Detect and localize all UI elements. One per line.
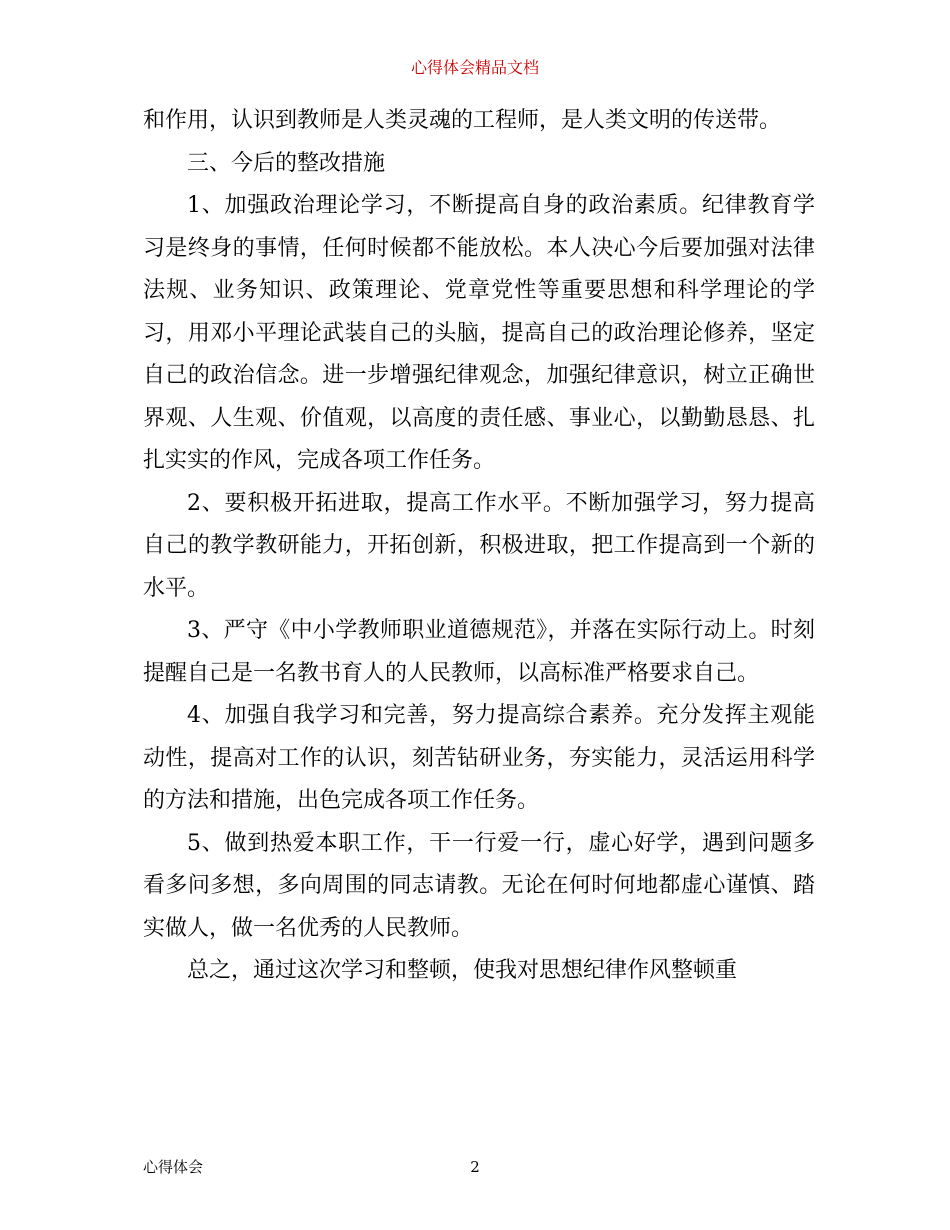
document-body	[143, 100, 815, 993]
page-header-title: 心得体会精品文档	[410, 58, 539, 77]
paragraph-item-4: 4、加强自我学习和完善，努力提高综合素养。充分发挥主观能动性，提高对工作的认识，刻苦钻研业务，夯实能力，灵活运用科学的方法和措施，出色完成各项工作任务。	[143, 703, 815, 813]
paragraph-item-3: 3、严守《中小学教师职业道德规范》，并落在实际行动上。时刻提醒自己是一名教书育人的人民教师，以高标准严格要求自己。	[143, 618, 815, 686]
footer-label: 心得体会	[143, 1158, 204, 1176]
paragraph-item-5: 5、做到热爱本职工作，干一行爱一行，虚心好学，遇到问题多看多问多想，多向周围的同志请教。无论在何时何地都虚心谨慎、踏实做人，做一名优秀的人民教师。	[143, 830, 815, 941]
paragraph-continuation: 和作用，认识到教师是人类灵魂的工程师，是人类文明的传送带。	[143, 108, 782, 133]
paragraph-conclusion: 总之，通过这次学习和整顿，使我对思想纪律作风整顿重	[187, 958, 738, 983]
paragraph-item-1: 1、加强政治理论学习，不断提高自身的政治素质。纪律教育学习是终身的事情，任何时候都不能放松。本人决心今后要加强对法律法规、业务知识、政策理论、党章党性等重要思想和科学理论的学习，用邓小平理论武装自己的头脑，提高自己的政治理论修养，坚定自己的政治信念。进一步增强纪律观念，加强纪律意识，树立正确世界观、人生观、价值观，以高度的责任感、事业心，以勤勤恳恳、扎扎实实的作风，完成各项工作任务。	[143, 193, 815, 473]
page-number: 2	[470, 1158, 480, 1176]
paragraph-item-2: 2、要积极开拓进取，提高工作水平。不断加强学习，努力提高自己的教学教研能力，开拓创新，积极进取，把工作提高到一个新的水平。	[143, 490, 815, 601]
section-heading: 三、今后的整改措施	[187, 150, 386, 176]
